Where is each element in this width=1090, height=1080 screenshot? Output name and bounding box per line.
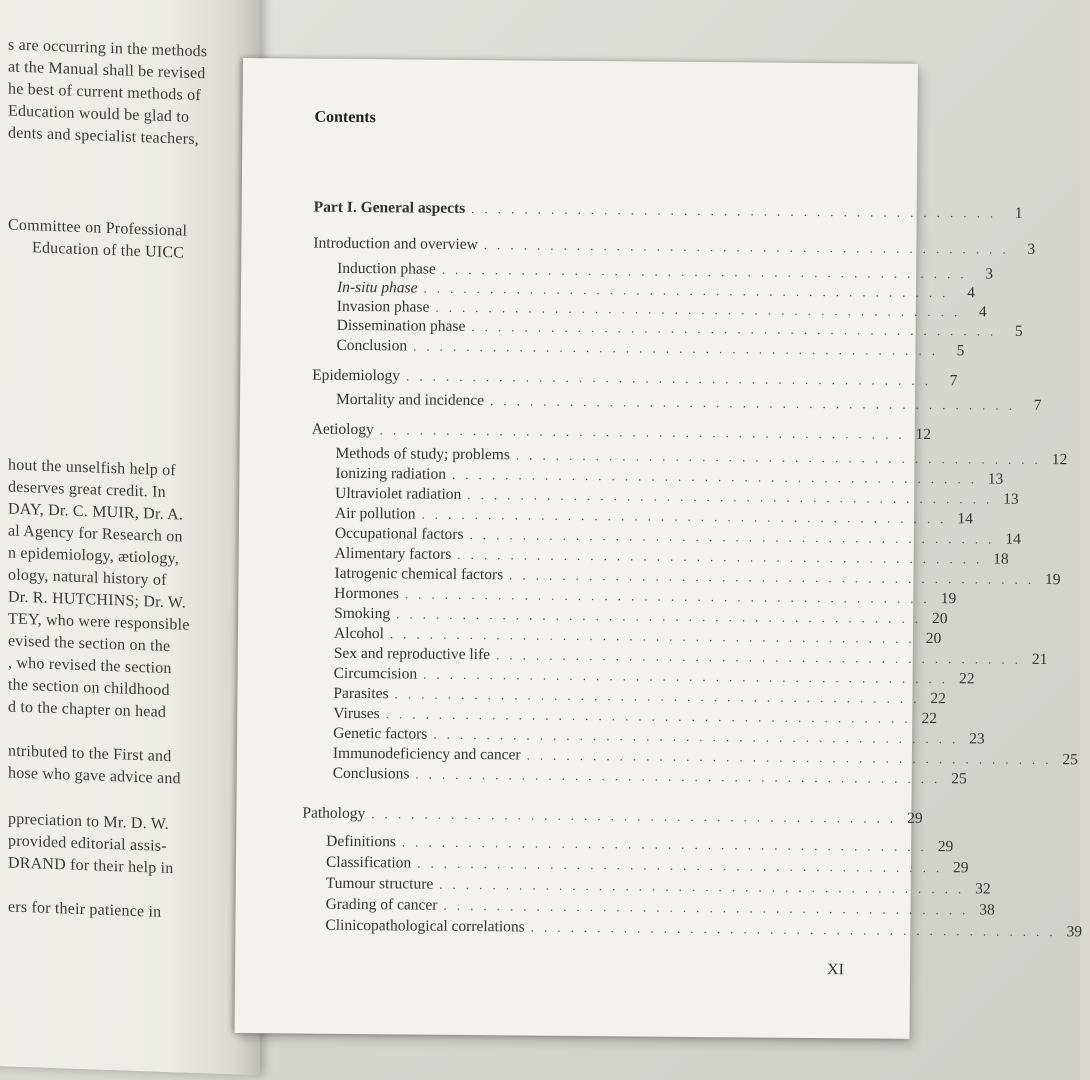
toc-entry-label: Mortality and incidence	[335, 390, 485, 410]
toc-entry-page: 12	[1051, 451, 1068, 469]
toc-leader: . . . . . . . . . . . . . . . . . . . . . . . . . . . . . . . . . . . . . . . .	[443, 897, 969, 918]
toc-leader: . . . . . . . . . . . . . . . . . . . . . . . . . . . . . . . . . . . . . . . .	[435, 299, 961, 320]
toc-leader: . . . . . . . . . . . . . . . . . . . . . . . . . . . . . . . . . . . . . . . .	[483, 237, 1010, 257]
toc-entry-label: Invasion phase	[336, 297, 430, 316]
toc-leader: . . . . . . . . . . . . . . . . . . . . . . . . . . . . . . . . . . . . . . . .	[423, 666, 949, 687]
toc-entry-page: 19	[1044, 571, 1061, 589]
toc-entry-page: 29	[907, 809, 923, 827]
toc-entry-page: 20	[931, 610, 948, 628]
toc-entry-label: Iatrogenic chemical factors	[334, 564, 504, 584]
toc-leader: . . . . . . . . . . . . . . . . . . . . . . . . . . . . . . . . . . . . . . . .	[421, 506, 947, 527]
left-line: provided editorial assis-	[8, 832, 167, 855]
toc-leader: . . . . . . . . . . . . . . . . . . . . . . . . . . . . . . . . . . . . . . . .	[530, 919, 1057, 940]
toc-entry	[313, 234, 1036, 259]
left-line: Education would be glad to	[8, 102, 190, 126]
toc-entry-label: Tumour structure	[325, 874, 434, 893]
toc-entry-label: Occupational factors	[334, 524, 464, 543]
toc-entry	[335, 390, 1042, 415]
toc-entry-page: 39	[1066, 923, 1083, 941]
toc-leader: . . . . . . . . . . . . . . . . . . . . . . . . . . . . . . . . . . . . . . . .	[389, 626, 916, 646]
toc-entry-label: Introduction and overview	[313, 234, 478, 254]
left-line: ers for their patience in	[8, 898, 162, 921]
toc-leader: . . . . . . . . . . . . . . . . . . . . . . . . . . . . . . . . . . . . . . . .	[441, 261, 968, 282]
left-line: DRAND for their help in	[8, 854, 174, 878]
toc-leader: . . . . . . . . . . . . . . . . . . . . . . . . . . . . . . . . . . . . . . . .	[451, 466, 978, 487]
toc-entry-page: 14	[1005, 530, 1021, 548]
toc-entry-label: Conclusion	[336, 336, 408, 355]
toc-entry-label: Ultraviolet radiation	[335, 484, 462, 503]
toc-entry-page: 4	[978, 303, 987, 321]
toc-entry-page: 14	[957, 510, 973, 528]
left-page	[0, 0, 260, 1075]
toc-leader: . . . . . . . . . . . . . . . . . . . . . . . . . . . . . . . . . . . . . . . .	[371, 806, 897, 826]
left-line: DAY, Dr. C. MUIR, Dr. A.	[8, 500, 184, 524]
toc-entry-label: Epidemiology	[312, 366, 401, 385]
toc-entry-label: Clinicopathological correlations	[325, 916, 525, 936]
toc-entry	[302, 804, 923, 830]
toc-entry-label: Classification	[325, 853, 412, 872]
left-line: he best of current methods of	[8, 80, 201, 105]
toc-entry-page: 22	[958, 670, 975, 688]
toc-entry-page: 32	[975, 880, 991, 898]
left-line: ology, natural history of	[8, 566, 167, 589]
toc-entry-label: Induction phase	[337, 259, 436, 278]
table-of-contents	[302, 198, 1083, 941]
toc-entry-label: Sex and reproductive life	[333, 644, 491, 664]
toc-entry-label: Grading of cancer	[325, 895, 438, 914]
toc-entry-label: Smoking	[334, 604, 391, 623]
toc-entry-label: Definitions	[326, 832, 396, 851]
toc-leader: . . . . . . . . . . . . . . . . . . . . . . . . . . . . . . . . . . . . . . . .	[509, 567, 1035, 587]
toc-entry-page: 12	[915, 425, 932, 444]
toc-leader: . . . . . . . . . . . . . . . . . . . . . . . . . . . . . . . . . . . . . . . .	[469, 526, 995, 547]
left-line: Dr. R. HUTCHINS; Dr. W.	[8, 588, 186, 612]
toc-leader: . . . . . . . . . . . . . . . . . . . . . . . . . . . . . . . . . . . . . . . .	[471, 200, 997, 221]
toc-entry-page: 20	[925, 629, 942, 648]
toc-entry-label: Ionizing radiation	[335, 464, 447, 483]
toc-entry-page: 13	[1003, 490, 1019, 508]
toc-leader: . . . . . . . . . . . . . . . . . . . . . . . . . . . . . . . . . . . . . . . .	[515, 447, 1042, 467]
left-line: s are occurring in the methods	[8, 36, 208, 61]
toc-entry-label: Circumcision	[333, 664, 418, 683]
left-line: n epidemiology, ætiology,	[8, 544, 179, 568]
page-title: Contents	[314, 108, 376, 127]
toc-entry-page: 5	[1014, 322, 1023, 340]
toc-entry-page: 5	[956, 342, 965, 360]
toc-entry-page: 1	[1014, 204, 1023, 222]
toc-entry-label: Dissemination phase	[336, 316, 466, 335]
toc-leader: . . . . . . . . . . . . . . . . . . . . . . . . . . . . . . . . . . . . . . . .	[467, 486, 993, 507]
left-line: the section on childhood	[8, 676, 170, 700]
toc-entry-page: 7	[1033, 396, 1042, 414]
contents-page	[234, 58, 1083, 1039]
toc-leader: . . . . . . . . . . . . . . . . . . . . . . . . . . . . . . . . . . . . . . . .	[439, 876, 965, 897]
left-line: hose who gave advice and	[8, 764, 181, 788]
toc-entry-label: In-situ phase	[336, 278, 418, 297]
toc-entry-label: Viruses	[333, 704, 380, 723]
toc-entry-label: Genetic factors	[333, 724, 428, 743]
toc-entry-page: 19	[940, 590, 957, 608]
toc-leader: . . . . . . . . . . . . . . . . . . . . . . . . . . . . . . . . . . . . . . . .	[495, 647, 1022, 667]
left-line: at the Manual shall be revised	[8, 58, 206, 83]
toc-entry-label: Parasites	[333, 684, 389, 703]
toc-entry-part-i	[313, 198, 1023, 223]
toc-leader: . . . . . . . . . . . . . . . . . . . . . . . . . . . . . . . . . . . . . . . .	[394, 686, 920, 706]
left-line: dents and specialist teachers,	[8, 124, 199, 149]
toc-leader: . . . . . . . . . . . . . . . . . . . . . . . . . . . . . . . . . . . . . . . .	[415, 766, 941, 787]
toc-entry-page: 25	[951, 770, 967, 788]
toc-entry-page: 21	[1031, 650, 1048, 669]
left-line: hout the unselfish help of	[8, 456, 176, 480]
toc-entry-page: 3	[1027, 240, 1036, 258]
toc-entry-page: 4	[967, 284, 975, 302]
toc-leader: . . . . . . . . . . . . . . . . . . . . . . . . . . . . . . . . . . . . . . . .	[423, 280, 949, 301]
toc-leader: . . . . . . . . . . . . . . . . . . . . . . . . . . . . . . . . . . . . . . . .	[413, 338, 939, 359]
toc-entry	[332, 764, 967, 789]
toc-entry-page: 22	[930, 690, 946, 708]
page-folio: XI	[826, 961, 845, 979]
left-line: al Agency for Research on	[8, 522, 183, 546]
toc-entry-label: Part I. General aspects	[313, 198, 466, 217]
left-line: d to the chapter on head	[8, 698, 167, 721]
toc-entry	[312, 366, 958, 391]
toc-entry-label: Alcohol	[333, 624, 384, 643]
toc-entry-page: 22	[921, 709, 938, 728]
toc-entry-page: 38	[979, 901, 995, 919]
left-line: evised the section on the	[8, 632, 171, 656]
toc-entry-page: 18	[993, 550, 1009, 568]
toc-leader: . . . . . . . . . . . . . . . . . . . . . . . . . . . . . . . . . . . . . . . .	[385, 706, 912, 726]
left-line: , who revised the section	[8, 654, 172, 678]
toc-entry-label: Pathology	[302, 804, 366, 823]
toc-entry	[325, 916, 1083, 941]
left-line: Education of the UICC	[32, 239, 185, 262]
toc-leader: . . . . . . . . . . . . . . . . . . . . . . . . . . . . . . . . . . . . . . . .	[417, 855, 943, 876]
toc-leader: . . . . . . . . . . . . . . . . . . . . . . . . . . . . . . . . . . . . . . . .	[405, 368, 932, 389]
toc-entry-label: Aetiology	[311, 420, 374, 439]
toc-leader: . . . . . . . . . . . . . . . . . . . . . . . . . . . . . . . . . . . . . . . .	[433, 726, 959, 747]
toc-leader: . . . . . . . . . . . . . . . . . . . . . . . . . . . . . . . . . . . . . . . .	[396, 606, 922, 626]
toc-entry-page: 7	[949, 372, 958, 390]
toc-entry-label: Hormones	[334, 584, 399, 603]
toc-entry-page: 29	[952, 859, 969, 877]
toc-entry-page: 29	[937, 838, 954, 856]
toc-entry-label: Air pollution	[334, 504, 416, 523]
toc-leader: . . . . . . . . . . . . . . . . . . . . . . . . . . . . . . . . . . . . . . . .	[401, 834, 928, 855]
toc-entry-page: 25	[1062, 751, 1078, 769]
left-line: ppreciation to Mr. D. W.	[8, 810, 169, 834]
left-line: deserves great credit. In	[8, 478, 166, 501]
left-line: ntributed to the First and	[8, 742, 172, 766]
toc-entry-label: Methods of study; problems	[335, 444, 510, 464]
toc-leader: . . . . . . . . . . . . . . . . . . . . . . . . . . . . . . . . . . . . . . . .	[379, 422, 906, 442]
toc-entry-page: 13	[987, 470, 1004, 488]
toc-entry-page: 23	[969, 730, 985, 748]
toc-leader: . . . . . . . . . . . . . . . . . . . . . . . . . . . . . . . . . . . . . . . .	[457, 546, 983, 567]
toc-entry	[311, 420, 932, 445]
toc-leader: . . . . . . . . . . . . . . . . . . . . . . . . . . . . . . . . . . . . . . . .	[404, 586, 931, 607]
toc-entry-label: Immunodeficiency and cancer	[332, 744, 521, 764]
toc-leader: . . . . . . . . . . . . . . . . . . . . . . . . . . . . . . . . . . . . . . . .	[471, 319, 997, 339]
toc-entry-label: Alimentary factors	[334, 544, 452, 563]
toc-leader: . . . . . . . . . . . . . . . . . . . . . . . . . . . . . . . . . . . . . . . .	[526, 747, 1052, 768]
toc-entry-label: Conclusions	[332, 764, 410, 783]
toc-leader: . . . . . . . . . . . . . . . . . . . . . . . . . . . . . . . . . . . . . . . .	[490, 393, 1016, 413]
left-line: TEY, who were responsible	[8, 610, 190, 634]
toc-entry	[336, 336, 965, 361]
toc-entry-page: 3	[985, 265, 994, 283]
left-line: Committee on Professional	[8, 216, 188, 240]
